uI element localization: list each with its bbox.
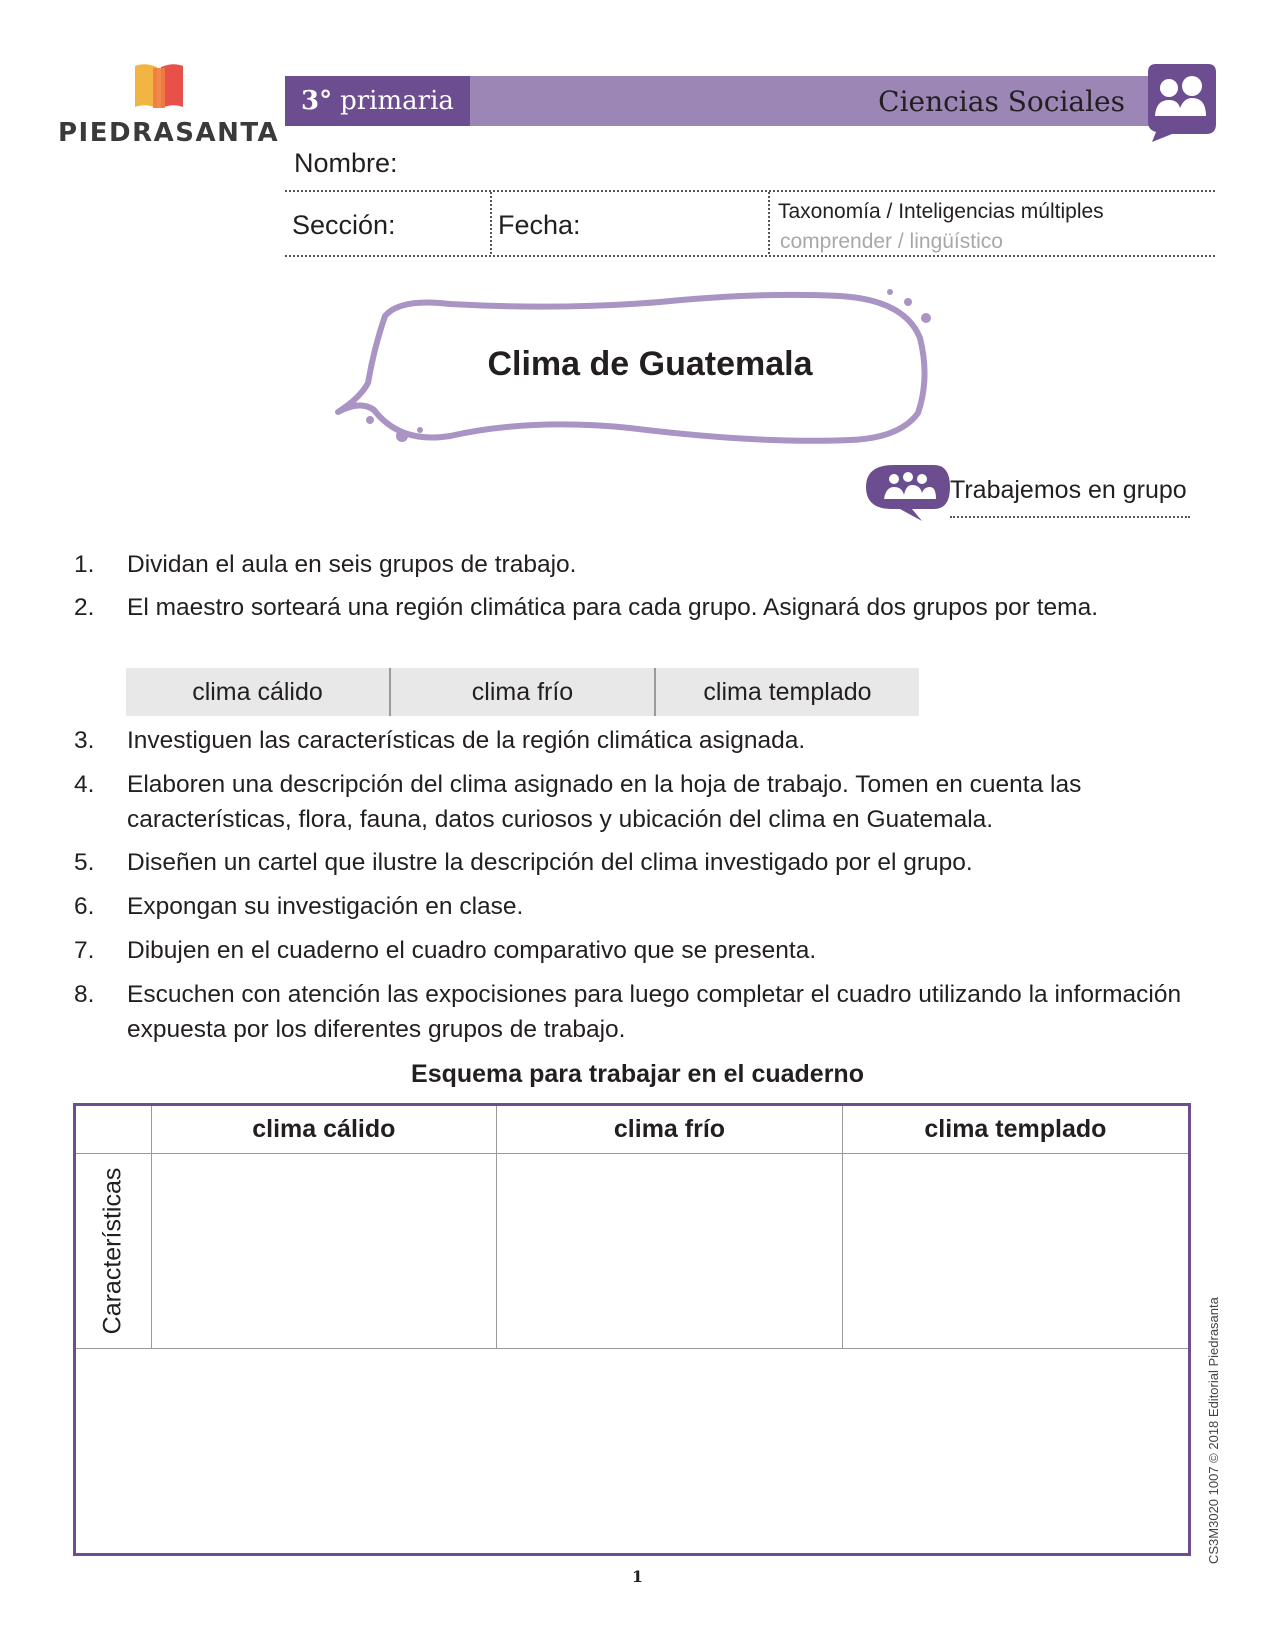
form-divider-top — [285, 190, 1215, 192]
group-people-icon — [1142, 62, 1218, 144]
table-cell — [151, 1154, 497, 1349]
step-text: El maestro sorteará una región climática para cada grupo. Asignará dos grupos por tema. — [127, 594, 1099, 621]
section-label: Sección: — [292, 210, 396, 240]
group-work-label: Trabajemos en grupo — [950, 476, 1187, 504]
taxonomy-values: comprender / lingüístico — [780, 230, 1003, 253]
grade-number: 3° — [301, 86, 333, 116]
subject-title: Ciencias Sociales — [878, 85, 1125, 118]
table-header-row — [76, 1106, 1188, 1154]
step-text: Dividan el aula en seis grupos de trabajo. — [127, 551, 577, 578]
step-text: Diseñen un cartel que ilustre la descripción del clima investigado por el grupo. — [127, 849, 973, 876]
copyright-notice: CS3M3020 1007 © 2018 Editorial Piedrasanta — [1206, 1297, 1221, 1564]
scheme-title: Esquema para trabajar en el cuaderno — [411, 1060, 864, 1088]
climate-tag: clima frío — [391, 668, 656, 716]
comparison-table — [73, 1103, 1191, 1556]
step-number: 1. — [74, 551, 95, 578]
climate-tag: clima templado — [656, 668, 919, 716]
page-number: 1 — [631, 1567, 644, 1586]
step-number: 2. — [74, 594, 95, 621]
table-cell — [497, 1154, 843, 1349]
step-number: 6. — [74, 893, 95, 920]
name-label: Nombre: — [294, 148, 398, 178]
climate-tag: clima cálido — [126, 668, 391, 716]
table-corner-cell — [76, 1106, 151, 1154]
step-text: Elaboren una descripción del clima asignado en la hoja de trabajo. Tomen en cuenta las características, flora, fauna, datos curiosos y ubicación del clima en Guatemala. — [127, 771, 1082, 833]
form-divider-bottom — [285, 255, 1215, 257]
form-divider — [768, 192, 770, 254]
row-header-cell — [76, 1154, 151, 1349]
step-number: 5. — [74, 849, 95, 876]
column-header: clima frío — [497, 1106, 843, 1154]
group-work-underline — [950, 516, 1190, 518]
step-number: 7. — [74, 937, 95, 964]
logo-text: PIEDRASANTA — [58, 118, 280, 148]
column-header: clima templado — [842, 1106, 1188, 1154]
row-label: Características — [98, 1167, 127, 1335]
step-text: Dibujen en el cuaderno el cuadro comparativo que se presenta. — [127, 937, 817, 964]
step-text: Escuchen con atención las expocisiones para luego completar el cuadro utilizando la información expuesta por los diferentes grupos de trabajo. — [127, 981, 1182, 1043]
group-speech-bubble-icon — [862, 463, 954, 521]
climate-tags — [126, 668, 919, 716]
form-divider — [490, 192, 492, 254]
taxonomy-title: Taxonomía / Inteligencias múltiples — [778, 200, 1104, 223]
table-cell — [842, 1154, 1188, 1349]
book-logo-icon — [133, 62, 185, 110]
step-number: 4. — [74, 771, 95, 798]
table-row — [76, 1154, 1188, 1349]
publisher-logo — [58, 62, 280, 152]
date-label: Fecha: — [498, 210, 581, 240]
grade-text: primaria — [340, 86, 454, 116]
step-text: Expongan su investigación en clase. — [127, 893, 524, 920]
step-number: 8. — [74, 981, 95, 1008]
grade-badge — [285, 76, 470, 126]
column-header: clima cálido — [151, 1106, 497, 1154]
step-number: 3. — [74, 727, 95, 754]
page-title: Clima de Guatemala — [487, 345, 813, 383]
step-text: Investiguen las características de la región climática asignada. — [127, 727, 806, 754]
